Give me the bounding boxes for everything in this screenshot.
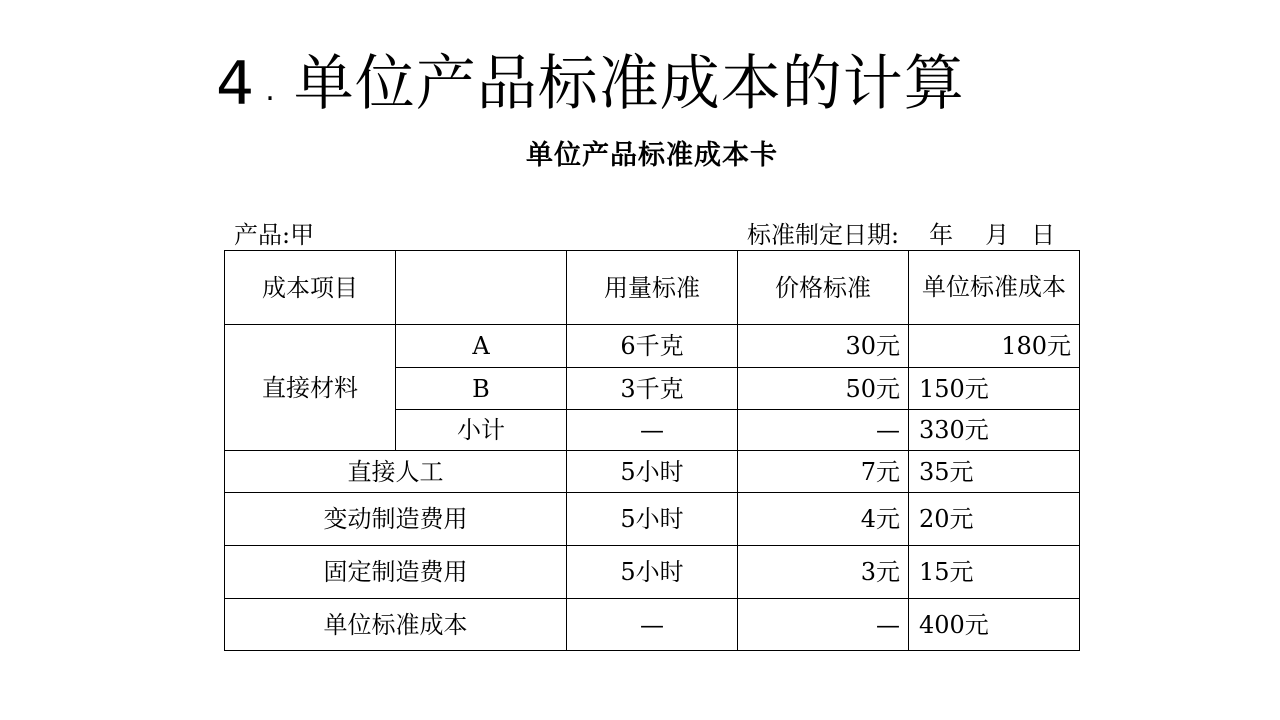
material-quantity: 3千克 [567, 368, 738, 410]
material-name: A [396, 325, 567, 368]
slide-title [216, 48, 965, 127]
table-row [225, 546, 1080, 599]
date-label: 标准制定日期: [747, 221, 900, 249]
material-subtotal-cost: 330元 [909, 410, 1080, 451]
header-price-standard: 价格标准 [738, 251, 909, 325]
standard-cost-table [224, 250, 1080, 651]
table-row [225, 493, 1080, 546]
slide-number-dot: . [265, 73, 276, 108]
unit-standard-cost-quantity: — [567, 599, 738, 651]
material-subtotal-label: 小计 [396, 410, 567, 451]
date-label-group [747, 215, 1055, 250]
date-day: 日 [1031, 221, 1056, 249]
direct-labor-label: 直接人工 [225, 451, 567, 493]
variable-overhead-quantity: 5小时 [567, 493, 738, 546]
table-row [225, 325, 1080, 368]
date-year: 年 [929, 221, 954, 249]
header-quantity-standard: 用量标准 [567, 251, 738, 325]
material-price: 50元 [738, 368, 909, 410]
direct-labor-price: 7元 [738, 451, 909, 493]
variable-overhead-cost: 20元 [909, 493, 1080, 546]
variable-overhead-label: 变动制造费用 [225, 493, 567, 546]
fixed-overhead-label: 固定制造费用 [225, 546, 567, 599]
header-unit-standard-cost: 单位标准成本 [909, 251, 1080, 325]
fixed-overhead-quantity: 5小时 [567, 546, 738, 599]
direct-labor-cost: 35元 [909, 451, 1080, 493]
variable-overhead-price: 4元 [738, 493, 909, 546]
header-cost-item: 成本项目 [225, 251, 396, 325]
unit-standard-cost-total: 400元 [909, 599, 1080, 651]
direct-labor-quantity: 5小时 [567, 451, 738, 493]
table-row [225, 451, 1080, 493]
table-row [225, 599, 1080, 651]
material-quantity: 6千克 [567, 325, 738, 368]
material-cost: 180元 [909, 325, 1080, 368]
fixed-overhead-cost: 15元 [909, 546, 1080, 599]
slide-title-text: 单位产品标准成本的计算 [293, 49, 965, 119]
product-label: 产品:甲 [234, 221, 315, 249]
slide-number: 4 [216, 49, 256, 119]
unit-standard-cost-label: 单位标准成本 [225, 599, 567, 651]
material-price: 30元 [738, 325, 909, 368]
table-header-row [225, 251, 1080, 325]
material-price: — [738, 410, 909, 451]
direct-material-label: 直接材料 [225, 325, 396, 451]
material-name: B [396, 368, 567, 410]
material-quantity: — [567, 410, 738, 451]
header-blank [396, 251, 567, 325]
material-cost: 150元 [909, 368, 1080, 410]
card-title: 单位产品标准成本卡 [526, 140, 778, 171]
unit-standard-cost-price: — [738, 599, 909, 651]
date-month: 月 [985, 221, 1010, 249]
fixed-overhead-price: 3元 [738, 546, 909, 599]
